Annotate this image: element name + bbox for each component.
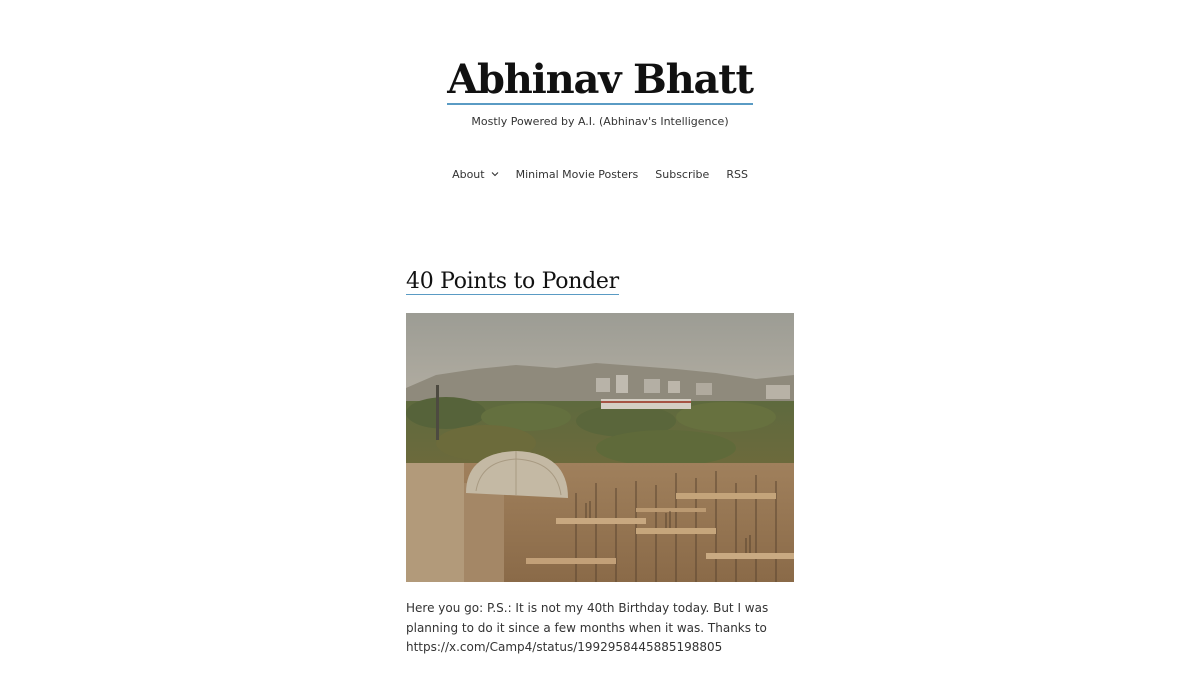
site-title — [0, 53, 1200, 107]
nav-item-minimal-movie-posters[interactable]: Minimal Movie Posters — [515, 168, 639, 181]
chevron-down-icon[interactable] — [491, 171, 499, 179]
nav-item-rss[interactable]: RSS — [726, 168, 748, 181]
nav-item-about-label: About — [452, 168, 485, 181]
post-title-link[interactable]: 40 Points to Ponder — [406, 269, 619, 294]
construction-site-photo — [406, 313, 794, 582]
nav-item-about[interactable] — [452, 168, 499, 181]
nav-item-subscribe[interactable]: Subscribe — [655, 168, 710, 181]
post-title — [406, 266, 619, 297]
site-title-link[interactable]: Abhinav Bhatt — [447, 56, 753, 103]
site-tagline: Mostly Powered by A.I. (Abhinav's Intelligence) — [471, 115, 729, 128]
post-excerpt: Here you go: P.S.: It is not my 40th Birthday today. But I was planning to do it since a few months when it was. Thanks to https://x.com/Camp4/status/1992958445885198805 — [406, 601, 769, 654]
post-featured-image[interactable] — [406, 313, 794, 582]
main-nav — [0, 168, 1200, 181]
